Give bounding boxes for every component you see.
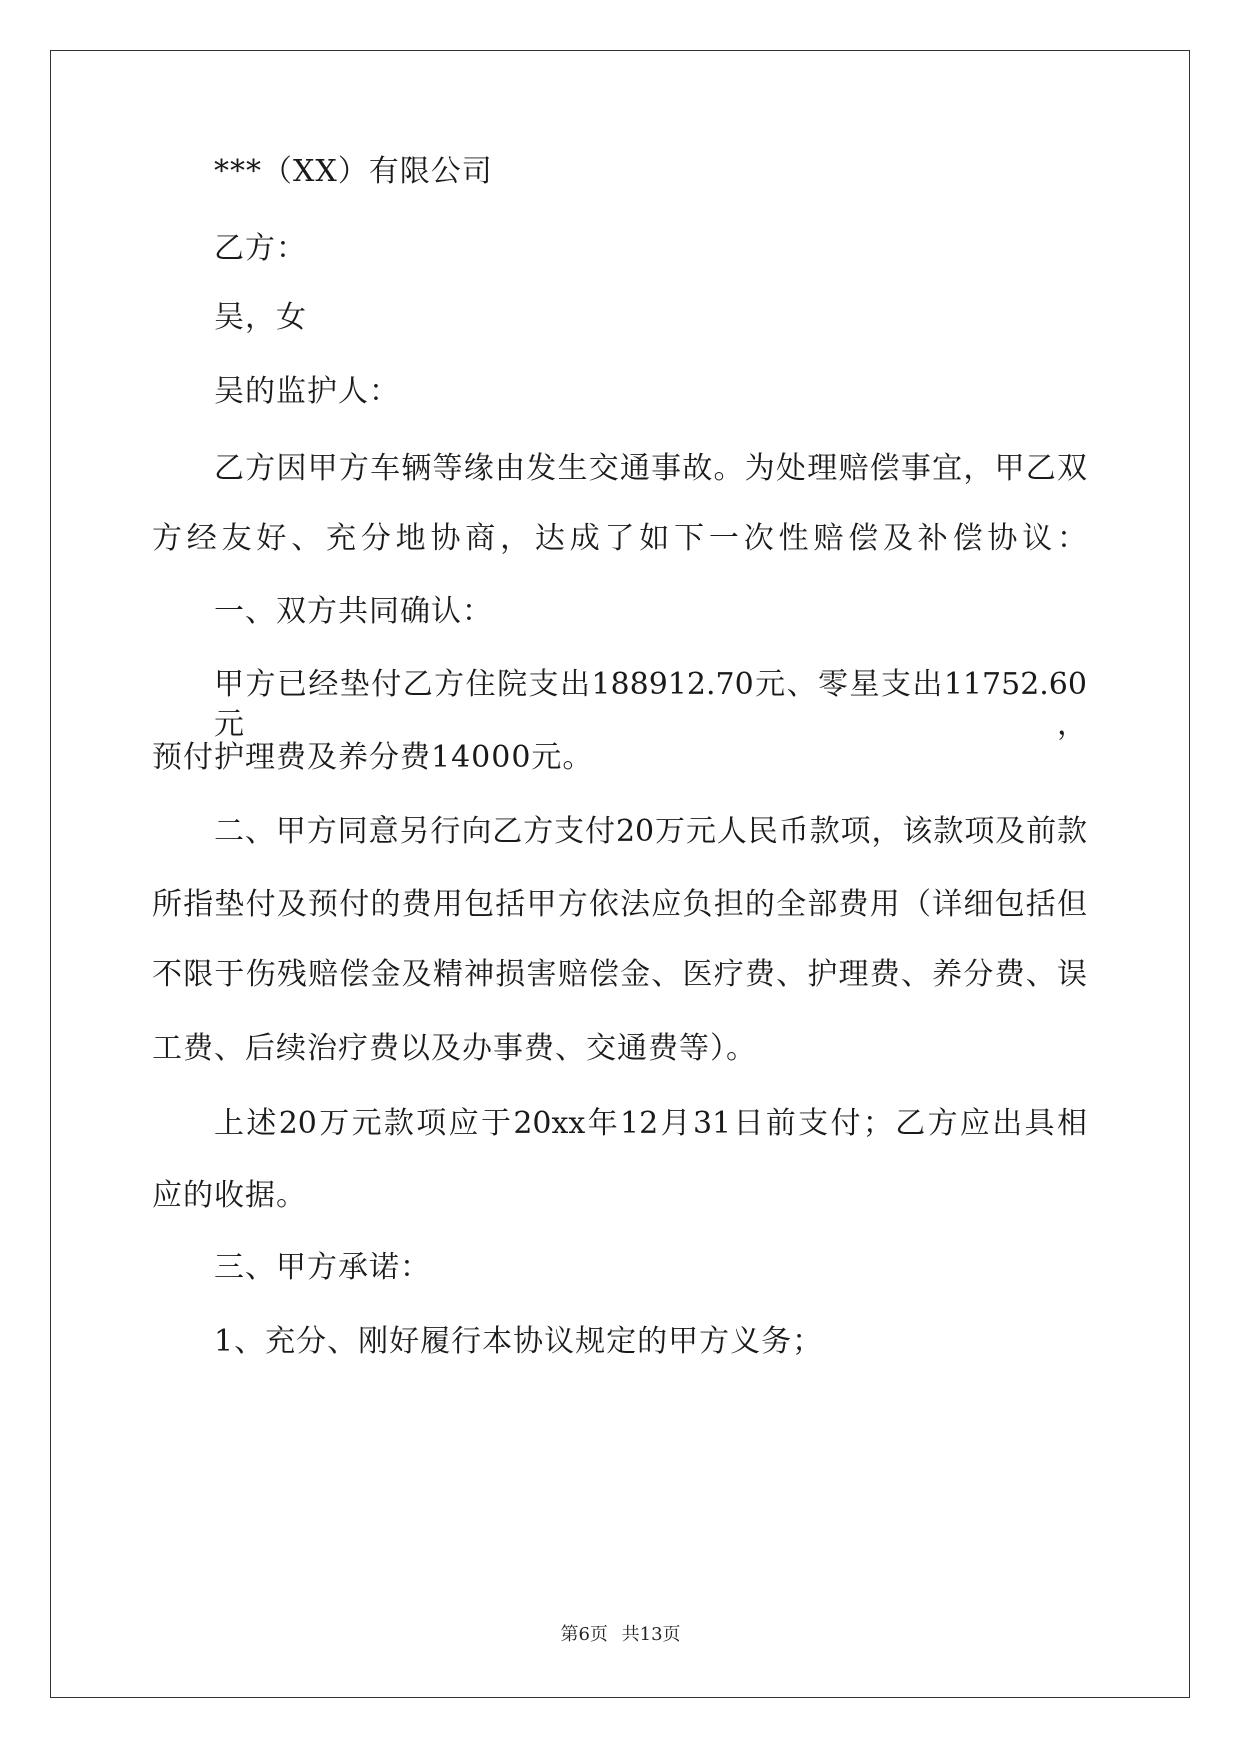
guardian-label: 吴的监护人： [214,374,400,409]
paragraph-intro-line-2: 方经友好、充分地协商，达成了如下一次性赔偿及补偿协议： [152,521,1087,556]
section-one-line-2: 预付护理费及养分费14000元。 [152,740,594,775]
page-total: 共13页 [621,1624,681,1645]
section-two-line-4: 工费、后续治疗费以及办事费、交通费等）。 [152,1031,757,1066]
section-one-line-1: 甲方已经垫付乙方住院支出188912.70元、零星支出11752.60元， [214,667,1087,742]
section-three-heading: 三、甲方承诺： [214,1250,431,1285]
section-two-line-1: 二、甲方同意另行向乙方支付20万元人民币款项，该款项及前款 [214,814,1087,849]
page-number: 第6页 [560,1624,608,1645]
section-two-line-3: 不限于伤残赔偿金及精神损害赔偿金、医疗费、护理费、养分费、误 [152,957,1087,992]
company-name-line: ***（XX）有限公司 [214,154,493,189]
party-b-label: 乙方： [214,231,307,266]
section-two-line-2: 所指垫付及预付的费用包括甲方依法应负担的全部费用（详细包括但 [152,887,1087,922]
section-one-heading: 一、双方共同确认： [214,594,493,629]
payment-deadline-line-1: 上述20万元款项应于20xx年12月31日前支付；乙方应出具相 [214,1106,1087,1141]
party-b-name: 吴，女 [214,300,307,335]
section-three-item-1: 1、充分、刚好履行本协议规定的甲方义务； [214,1324,824,1359]
paragraph-intro-line-1: 乙方因甲方车辆等缘由发生交通事故。为处理赔偿事宜，甲乙双 [214,451,1087,486]
payment-deadline-line-2: 应的收据。 [152,1178,307,1213]
page-footer [0,1620,1241,1646]
